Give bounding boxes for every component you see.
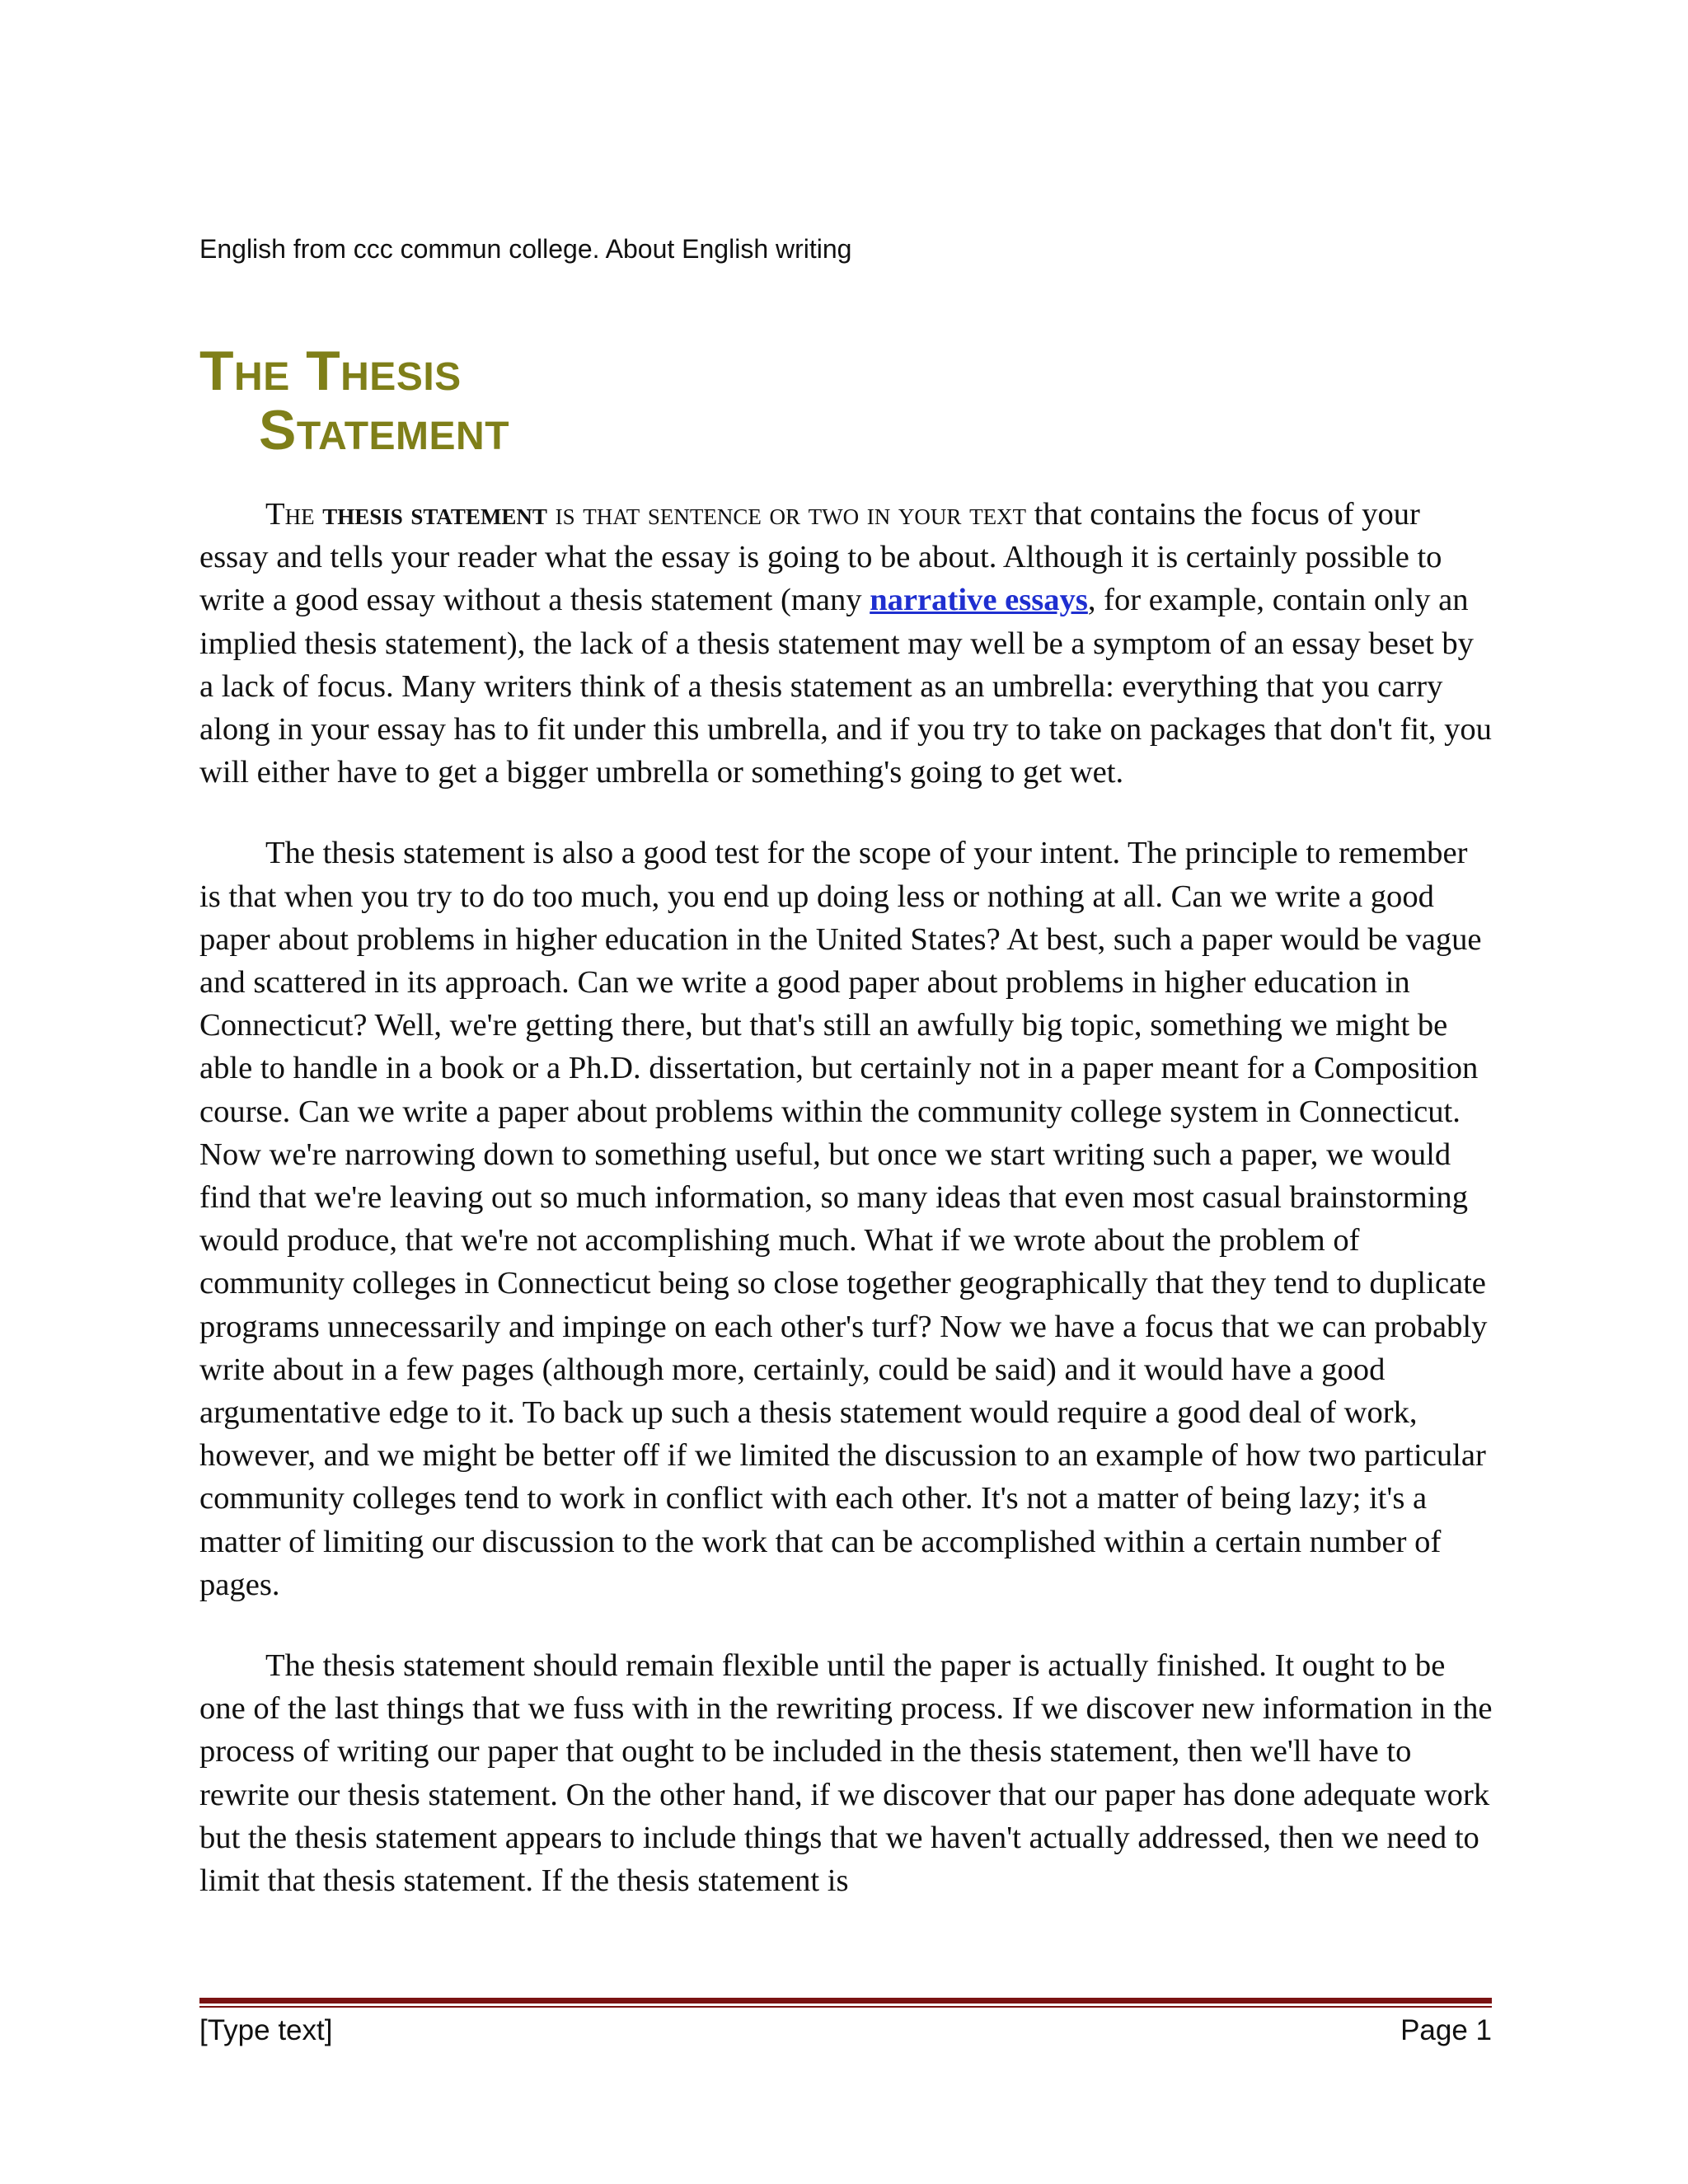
page-header: English from ccc commun college. About English writing xyxy=(199,234,852,264)
footer-rule-thin xyxy=(199,2006,1492,2008)
paragraph-1-text-a: that contains the focus of your essay and tells your reader what the essay is going to be about. Although it is certainly possible to write a good essay without a thesis statement (many xyxy=(199,497,1442,618)
paragraph-1-text-b: , for example, contain only an implied thesis statement), the lack of a thesis statement may well be a symptom of an essay beset by a lack of focus. Many writers think of a thesis statement as an umbrella: everything that you carry along in your essay has to fit under this umbrella, and if you try to take on packages that don't fit, you will either have to get a bigger umbrella or something's going to get wet. xyxy=(199,583,1492,790)
page-number: Page 1 xyxy=(1400,2014,1492,2046)
paragraph-1 xyxy=(199,493,1493,794)
footer-left-text: [Type text] xyxy=(199,2014,333,2046)
paragraph-2: The thesis statement is also a good test for the scope of your intent. The principle to remember is that when you try to do too much, you end up doing less or nothing at all. Can we write a good paper about problems in higher education in the United States? At best, such a paper would be vague and scattered in its approach. Can we write a good paper about problems in higher education in Connecticut? Well, we're getting there, but that's still an awfully big topic, something we might be able to handle in a book or a Ph.D. dissertation, but certainly not in a paper meant for a Composition course. Can we write a paper about problems within the community college system in Connecticut. Now we're narrowing down to something useful, but once we start writing such a paper, we would find that we're leaving out so much information, so many ideas that even most casual brainstorming would produce, that we're not accomplishing much. What if we wrote about the problem of community colleges in Connecticut being so close together geographically that they tend to duplicate programs unnecessarily and impinge on each other's turf? Now we have a focus that we can probably write about in a few pages (although more, certainly, could be said) and it would have a good argumentative edge to it. To back up such a thesis statement would require a good deal of work, however, and we might be better off if we limited the discussion to an example of how two particular community colleges tend to work in conflict with each other. It's not a matter of being lazy; it's a matter of limiting our discussion to the work that can be accomplished within a certain number of pages. xyxy=(199,836,1488,1602)
paragraph-1-lead xyxy=(265,497,1026,532)
document-title xyxy=(199,341,509,460)
narrative-essays-link[interactable]: narrative essays xyxy=(870,583,1088,618)
title-line-2: Statement xyxy=(259,399,510,462)
lead-bold-term: thesis statement xyxy=(322,497,547,532)
title-line-1: The Thesis xyxy=(199,340,462,402)
paragraph-3: The thesis statement should remain flexible until the paper is actually finished. It ought to be one of the last things that we fuss with in the rewriting process. If we discover new information in the process of writing our paper that ought to be included in the thesis statement, then we'll have to rewrite our thesis statement. On the other hand, if we discover that our paper has done adequate work but the thesis statement appears to include things that we haven't actually addressed, then we need to limit that thesis statement. If the thesis statement is xyxy=(199,1648,1493,1899)
document-body xyxy=(199,493,1493,1940)
lead-rest: is that sentence or two in your text xyxy=(546,497,1027,532)
footer-rule-thick xyxy=(199,1998,1492,2004)
lead-word: The xyxy=(265,497,323,532)
